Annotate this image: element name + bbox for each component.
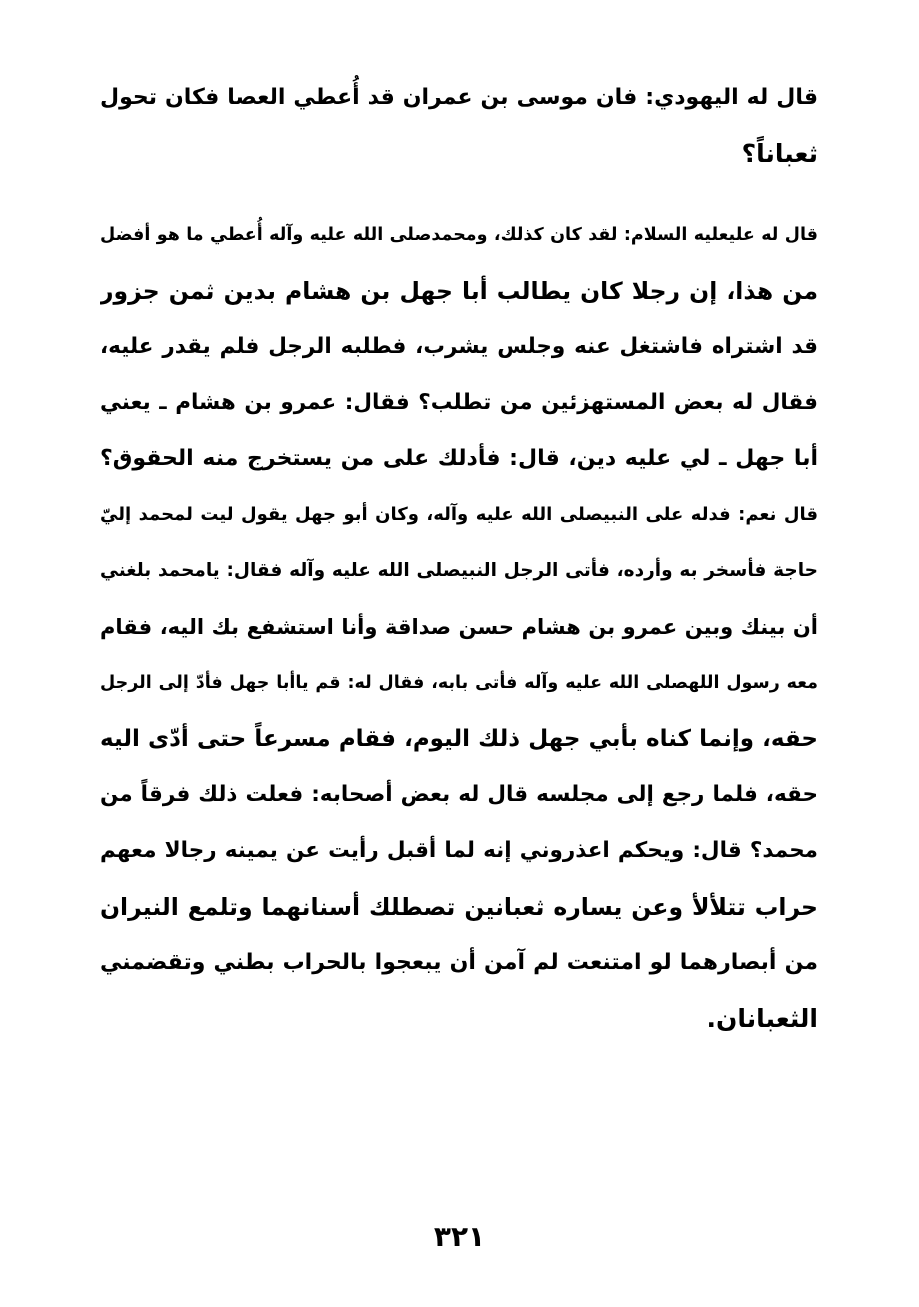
text-line: قال له اليهودي: فان موسى بن عمران قد أُعطي العصا فكان تحول: [100, 85, 818, 110]
text-line: من هذا، إن رجلا كان يطالب أبا جهل بن هشام بدين ثمن جزور: [100, 277, 818, 305]
text-line: فقال له بعض المستهزئين من تطلب؟ فقال: عمرو بن هشام ـ يعني: [100, 390, 818, 415]
text-line: ثعباناً؟: [741, 139, 818, 168]
text-line: أن بينك وبين عمرو بن هشام حسن صداقة وأنا استشفع بك اليه، فقام: [100, 615, 818, 639]
paragraph-2: [100, 207, 818, 1047]
text-line: حقه، وإنما كناه بأبي جهل ذلك اليوم، فقام مسرعاً حتى أدّى اليه: [100, 726, 818, 752]
page-number: ٣٢١: [433, 1220, 486, 1253]
text-line: من أبصارهما لو امتنعت لم آمن أن يبعجوا بالحراب بطني وتقضمني: [100, 950, 818, 975]
paragraph-gap: [100, 182, 818, 207]
text-line: قد اشتراه فاشتغل عنه وجلس يشرب، فطلبه الرجل فلم يقدر عليه،: [100, 334, 818, 359]
text-line: الثعبانان.: [706, 1004, 818, 1033]
text-line: قال نعم: فدله على النبيصلى الله عليه وآله، وكان أبو جهل يقول ليت لمحمد إليّ: [100, 504, 818, 525]
paragraph-1: [100, 70, 818, 182]
text-line: محمد؟ قال: ويحكم اعذروني إنه لما أقبل رأيت عن يمينه رجالا معهم: [100, 838, 818, 863]
text-line: حاجة فأسخر به وأرده، فأتى الرجل النبيصلى الله عليه وآله فقال: يامحمد بلغني: [100, 560, 818, 581]
text-line: أبا جهل ـ لي عليه دين، قال: فأدلك على من يستخرج منه الحقوق؟: [100, 446, 818, 471]
text-line: معه رسول اللهصلى الله عليه وآله فأتى بابه، فقال له: قم ياأبا جهل فأدّ إلى الرجل: [100, 673, 818, 693]
text-line: حراب تتلألأ وعن يساره ثعبانين تصطلك أسنانهما وتلمع النيران: [100, 893, 818, 921]
page-body: [100, 70, 818, 1047]
text-line: حقه، فلما رجع إلى مجلسه قال له بعض أصحابه: فعلت ذلك فرقاً من: [100, 782, 818, 807]
text-line: قال له عليعليه السلام: لقد كان كذلك، ومحمدصلى الله عليه وآله أُعطي ما هو أفضل: [100, 225, 818, 245]
